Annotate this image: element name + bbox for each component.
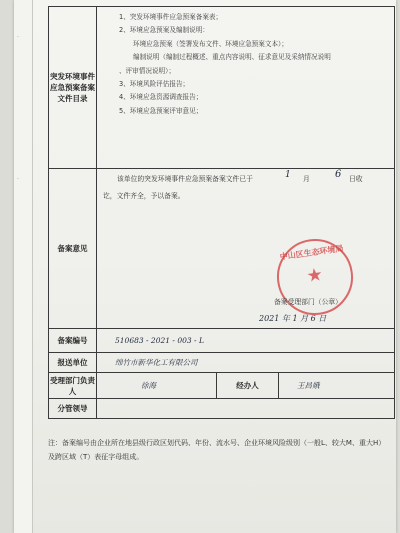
- toc-item: 、评审情况说明）；: [119, 66, 176, 75]
- record-month: 1: [285, 170, 291, 180]
- seal-text: 中山区生态环境局: [279, 243, 344, 262]
- record-text-prefix: 该单位的突发环境事件应急预案备案文件已于: [117, 175, 253, 183]
- record-label: 备案意见: [49, 169, 97, 329]
- underlying-page: [14, 0, 33, 533]
- dept-head-label: 受理部门负责人: [49, 373, 97, 399]
- reporter-label: 报送单位: [49, 353, 97, 373]
- number-value: 510683 - 2021 - 003 - L: [97, 329, 395, 353]
- dept-head-value: 徐海: [97, 373, 217, 399]
- footnote: 注：备案编号由企业所在地县级行政区划代码、年份、流水号、企业环境风险级别（一般L、较大M、重大H）及跨区域（T）表征字母组成。: [48, 439, 386, 461]
- record-date: 2021 年 1 月 6 日: [259, 314, 327, 323]
- reporter-value: 绵竹市新华化工有限公司: [97, 353, 395, 373]
- record-org: 备案受理部门（公章）: [274, 298, 342, 306]
- handler-value: 王昌娥: [279, 373, 395, 399]
- number-label: 备案编号: [49, 329, 97, 353]
- filing-form-table: [48, 6, 395, 419]
- toc-item: 2、环境应急预案及编制说明：: [119, 26, 209, 35]
- official-seal: [272, 234, 358, 320]
- toc-item: 3、环境风险评估报告；: [119, 80, 190, 89]
- page-mark: ·: [17, 176, 19, 183]
- record-day: 6: [335, 169, 342, 180]
- record-text-suffix: 讫，文件齐全，予以备案。: [103, 192, 185, 200]
- leader-value: [97, 399, 395, 419]
- seal-star-icon: ★: [305, 263, 325, 288]
- page-mark: ·: [17, 34, 19, 41]
- toc-item: 1、突发环境事件应急预案备案表；: [119, 13, 223, 21]
- record-day-unit: 日收: [349, 175, 363, 183]
- toc-list: [97, 7, 395, 169]
- toc-item: 5、环境应急预案评审意见；: [119, 106, 203, 115]
- leader-label: 分管领导: [49, 399, 97, 419]
- toc-item: 4、环境应急资源调查报告；: [119, 93, 203, 102]
- handler-label: 经办人: [217, 373, 279, 399]
- toc-item: 编制说明（编制过程概述、重点内容说明、征求意见及采纳情况说明: [133, 53, 331, 62]
- toc-label: 突发环境事件应急预案备案文件目录: [49, 7, 97, 169]
- record-opinion: [97, 169, 395, 329]
- toc-item: 环境应急预案（签署发布文件、环境应急预案文本）；: [133, 39, 288, 48]
- record-month-unit: 月: [303, 175, 310, 183]
